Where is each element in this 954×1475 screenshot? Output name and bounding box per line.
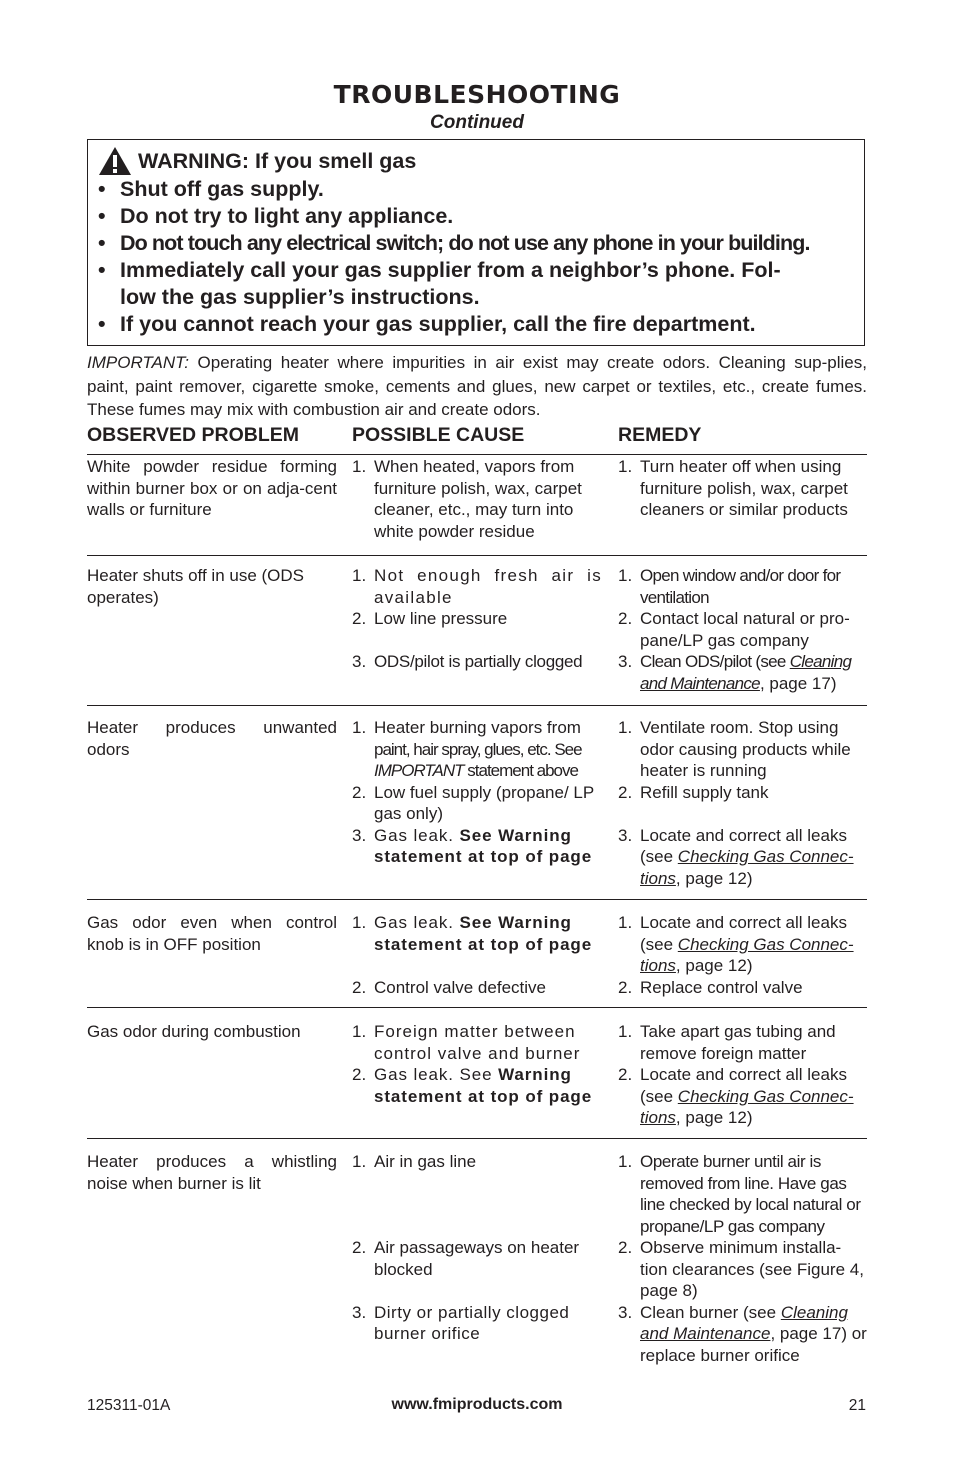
- remedy-item: 1. Turn heater off when using furniture polish, wax, carpet cleaners or similar products: [618, 457, 848, 519]
- cause-item: 2. Gas leak. See Warning statement at top of page: [352, 1065, 593, 1106]
- page-title: TROUBLESHOOTING: [333, 80, 621, 109]
- remedy-item: 2. Observe minimum installa-tion clearances (see Figure 4, page 8): [618, 1238, 864, 1300]
- observed-problem: Gas odor during combustion: [87, 1022, 301, 1041]
- link-cleaning-maintenance[interactable]: Cleaning and Maintenance: [640, 1302, 848, 1343]
- bullet: •: [98, 231, 105, 255]
- observed-problem: White powder residue forming within burner box or on adja-cent walls or furniture: [87, 457, 337, 519]
- cause-item: 3. Gas leak. See Warning statement at top of page: [352, 825, 593, 866]
- remedy-item: 2. Contact local natural or pro-pane/LP gas company: [618, 609, 850, 650]
- page-subtitle: Continued: [430, 112, 524, 133]
- remedy-item: 3. Clean ODS/pilot (see Cleaning and Maintenance, page 17): [618, 652, 852, 693]
- possible-cause: [352, 1151, 602, 1345]
- warning-title: [98, 146, 864, 176]
- remedy-item: 2. Replace control valve: [618, 977, 803, 997]
- possible-cause: [352, 1021, 602, 1107]
- row-divider: [87, 1007, 867, 1008]
- cause-item: 3. ODS/pilot is partially clogged: [352, 652, 583, 671]
- warning-item: [98, 203, 864, 230]
- remedy-item: 1. Operate burner until air is removed from line. Have gas line checked by local natural or propane/LP gas company: [618, 1152, 861, 1236]
- warning-item: [98, 257, 864, 284]
- important-note: [87, 351, 867, 422]
- remedy-item: 1. Ventilate room. Stop using odor causing products while heater is running: [618, 718, 851, 780]
- cause-item: 1. Heater burning vapors from paint, hair spray, glues, etc. See IMPORTANT statement above: [352, 718, 582, 780]
- observed-problem: Heater produces unwanted odors: [87, 718, 337, 759]
- cause-item: 3. Dirty or partially clogged burner orifice: [352, 1302, 570, 1343]
- cause-item: 1. When heated, vapors from furniture polish, wax, carpet cleaner, etc., may turn into white powder residue: [352, 457, 582, 541]
- warning-item: [98, 230, 864, 257]
- row-divider: [87, 705, 867, 706]
- link-checking-gas-connections[interactable]: Checking Gas Connec-tions: [640, 934, 854, 975]
- warning-item-text: Immediately call your gas supplier from a neighbor’s phone. Fol-: [120, 258, 781, 282]
- row-divider: [87, 555, 867, 556]
- header-observed-problem: OBSERVED PROBLEM: [87, 424, 300, 446]
- warning-item-continued: low the gas supplier’s instructions.: [120, 285, 480, 309]
- remedy: [618, 1151, 867, 1366]
- row-divider: [87, 1138, 867, 1139]
- remedy: [618, 456, 867, 521]
- warning-item-text: Do not try to light any appliance.: [120, 204, 454, 228]
- remedy: [618, 1021, 867, 1129]
- cause-item: 2. Low line pressure: [352, 609, 508, 628]
- warning-title-text: WARNING: If you smell gas: [138, 148, 417, 173]
- doc-number: 125311-01A: [87, 1397, 171, 1414]
- bullet: •: [98, 312, 106, 336]
- observed-problem: Gas odor even when control knob is in OFF position: [87, 913, 337, 954]
- warning-item: [98, 311, 864, 338]
- possible-cause: [352, 565, 602, 673]
- table-header: [87, 424, 867, 455]
- warning-item-text: Do not touch any electrical switch; do not use any phone in your building.: [120, 231, 810, 255]
- remedy-item: 3. Clean burner (see Cleaning and Maintenance, page 17) or replace burner orifice: [618, 1302, 867, 1365]
- bullet: •: [98, 177, 106, 201]
- warning-box: [87, 139, 865, 346]
- header-possible-cause: POSSIBLE CAUSE: [352, 424, 525, 446]
- observed-problem: Heater produces a whistling noise when burner is lit: [87, 1152, 337, 1193]
- warning-triangle-icon: [98, 146, 132, 176]
- possible-cause: [352, 912, 602, 998]
- link-checking-gas-connections[interactable]: Checking Gas Connec-tions: [640, 1086, 854, 1127]
- important-text: Operating heater where impurities in air exist may create odors. Cleaning sup-plies, paint, paint remover, cigarette smoke, cements and glues, new carpet or textiles, etc., create fumes. These fumes may mix with combustion air and create odors.: [87, 353, 867, 419]
- observed-problem: Heater shuts off in use (ODS operates): [87, 566, 305, 607]
- link-cleaning-maintenance[interactable]: Cleaning and Maintenance: [640, 652, 852, 693]
- cause-item: 1. Foreign matter between control valve and burner: [352, 1022, 581, 1063]
- cause-item: 1. Not enough fresh air is available: [352, 566, 602, 607]
- cause-item: 2. Air passageways on heater blocked: [352, 1238, 580, 1279]
- important-lead: IMPORTANT:: [87, 353, 189, 372]
- row-divider: [87, 899, 867, 900]
- remedy-item: 1. Take apart gas tubing and remove foreign matter: [618, 1022, 836, 1063]
- remedy-item: 1. Open window and/or door for ventilation: [618, 566, 841, 607]
- remedy-item: 1. Locate and correct all leaks (see Checking Gas Connec-tions, page 12): [618, 913, 854, 975]
- possible-cause: [352, 456, 602, 542]
- link-checking-gas-connections[interactable]: Checking Gas Connec-tions: [640, 847, 854, 888]
- warning-item-text: Shut off gas supply.: [120, 177, 324, 201]
- bullet: •: [98, 258, 106, 282]
- remedy: [618, 717, 867, 889]
- cause-item: 1. Air in gas line: [352, 1152, 477, 1171]
- header-remedy: REMEDY: [618, 424, 702, 446]
- remedy: [618, 912, 867, 998]
- bullet: •: [98, 204, 106, 228]
- warning-item-text: If you cannot reach your gas supplier, call the fire department.: [120, 312, 756, 336]
- cause-item: 2. Control valve defective: [352, 977, 546, 997]
- remedy-item: 2. Locate and correct all leaks (see Checking Gas Connec-tions, page 12): [618, 1065, 854, 1127]
- possible-cause: [352, 717, 602, 868]
- remedy: [618, 565, 867, 694]
- warning-item: [98, 176, 864, 203]
- website-link[interactable]: www.fmiproducts.com: [391, 1396, 563, 1413]
- cause-item: 1. Gas leak. See Warning statement at top of page: [352, 913, 593, 954]
- remedy-item: 3. Locate and correct all leaks (see Checking Gas Connec-tions, page 12): [618, 825, 854, 888]
- cause-item: 2. Low fuel supply (propane/ LP gas only): [352, 782, 594, 823]
- remedy-item: 2. Refill supply tank: [618, 782, 769, 802]
- page-number: 21: [848, 1397, 866, 1414]
